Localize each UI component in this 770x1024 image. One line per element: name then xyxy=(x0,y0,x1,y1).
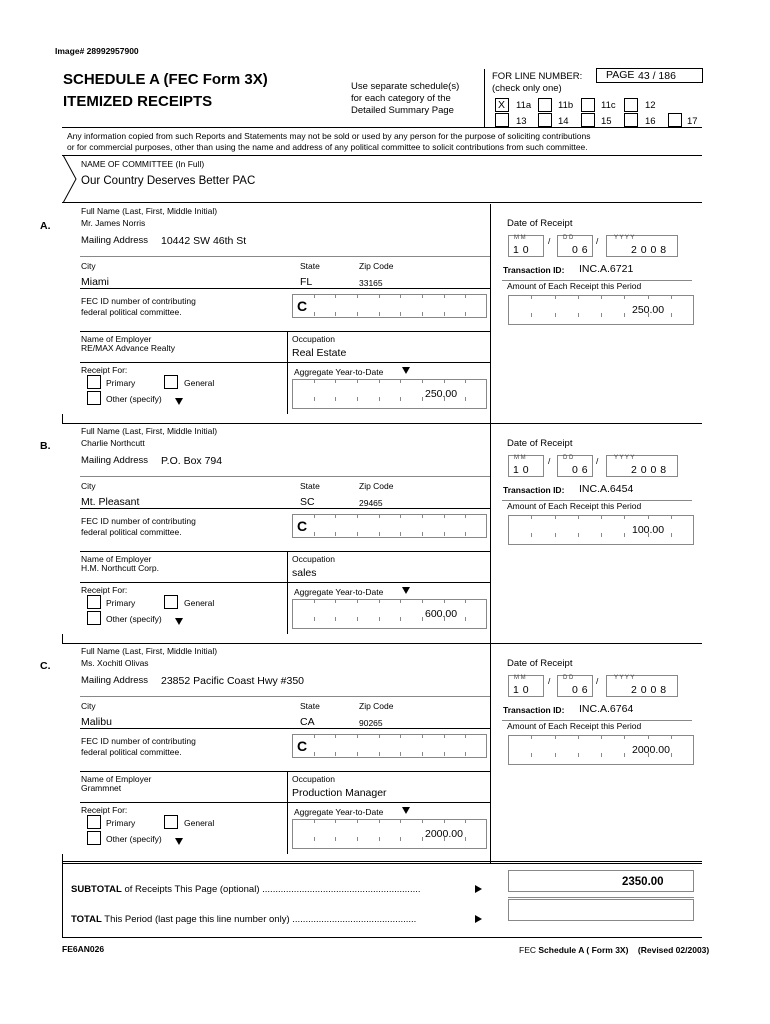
general-label: General xyxy=(184,598,215,608)
line-11c-checkbox[interactable] xyxy=(581,98,595,112)
mailing-address-label: Mailing Address xyxy=(81,455,149,466)
primary-checkbox[interactable] xyxy=(87,815,101,829)
aggregate-value: 250.00 xyxy=(425,388,458,400)
fec-id-label-1: FEC ID number of contributing xyxy=(81,296,196,306)
full-name-label: Full Name (Last, First, Middle Initial) xyxy=(81,646,218,656)
primary-label: Primary xyxy=(106,378,136,388)
other-label: Other (specify) xyxy=(106,614,162,624)
subtotal-arrow-icon xyxy=(475,885,482,893)
primary-label: Primary xyxy=(106,818,136,828)
line-12-checkbox[interactable] xyxy=(624,98,638,112)
mailing-address-label: Mailing Address xyxy=(81,675,149,686)
line-15-checkbox[interactable] xyxy=(581,113,595,127)
footer-code: FE6AN026 xyxy=(62,944,105,954)
aggregate-label: Aggregate Year-to-Date xyxy=(294,367,384,377)
fec-id-prefix: C xyxy=(297,298,308,314)
primary-checkbox[interactable] xyxy=(87,375,101,389)
state-value: SC xyxy=(300,496,315,508)
employer-value: H.M. Northcutt Corp. xyxy=(81,563,159,573)
aggregate-value: 600.00 xyxy=(425,608,458,620)
page-number: 43 / 186 xyxy=(638,70,676,82)
subtotal-field[interactable] xyxy=(508,870,694,892)
year-value: 2 0 0 8 xyxy=(631,464,667,476)
transaction-id-label: Transaction ID: xyxy=(503,705,565,715)
check-only-one-label: (check only one) xyxy=(492,83,562,94)
line-11a-label: 11a xyxy=(516,100,532,111)
mailing-address-value: 23852 Pacific Coast Hwy #350 xyxy=(161,675,304,687)
amount-field[interactable] xyxy=(508,515,694,545)
contributor-name: Mr. James Norris xyxy=(81,218,146,228)
fec-id-prefix: C xyxy=(297,518,308,534)
fec-id-label-2: federal political committee. xyxy=(81,527,182,537)
employer-label: Name of Employer xyxy=(81,334,152,344)
city-label: City xyxy=(81,701,96,711)
separate-schedule-note-1: Use separate schedule(s) xyxy=(351,81,460,92)
occupation-value: sales xyxy=(292,567,317,579)
occupation-label: Occupation xyxy=(292,554,335,564)
line-number-label: FOR LINE NUMBER: xyxy=(492,71,583,82)
committee-rule-top xyxy=(62,155,702,156)
date-of-receipt-label: Date of Receipt xyxy=(507,438,573,449)
page-label: PAGE xyxy=(606,69,635,81)
committee-rule-bottom xyxy=(62,202,702,203)
header-rule xyxy=(62,127,702,128)
line-17-checkbox[interactable] xyxy=(668,113,682,127)
receipt-for-label: Receipt For: xyxy=(81,585,128,595)
schedule-subtitle: ITEMIZED RECEIPTS xyxy=(63,93,213,110)
city-label: City xyxy=(81,261,96,271)
fec-id-label-2: federal political committee. xyxy=(81,307,182,317)
zip-label: Zip Code xyxy=(359,701,394,711)
transaction-id-value: INC.A.6764 xyxy=(579,703,634,715)
subtotal-value: 2350.00 xyxy=(622,876,664,888)
date-of-receipt-label: Date of Receipt xyxy=(507,218,573,229)
amount-value: 250.00 xyxy=(632,304,665,316)
zip-value: 90265 xyxy=(359,718,383,728)
line-11a-checkbox[interactable]: X xyxy=(495,98,509,112)
line-13-label: 13 xyxy=(516,116,527,127)
zip-value: 29465 xyxy=(359,498,383,508)
other-checkbox[interactable] xyxy=(87,391,101,405)
receipt-for-label: Receipt For: xyxy=(81,365,128,375)
general-checkbox[interactable] xyxy=(164,375,178,389)
line-14-label: 14 xyxy=(558,116,569,127)
fec-id-prefix: C xyxy=(297,738,308,754)
transaction-id-label: Transaction ID: xyxy=(503,265,565,275)
amount-label: Amount of Each Receipt this Period xyxy=(507,721,642,731)
receipt-for-label: Receipt For: xyxy=(81,805,128,815)
amount-field[interactable] xyxy=(508,295,694,325)
fec-id-field[interactable] xyxy=(292,734,487,758)
zip-label: Zip Code xyxy=(359,481,394,491)
zip-label: Zip Code xyxy=(359,261,394,271)
employer-label: Name of Employer xyxy=(81,554,152,564)
full-name-label: Full Name (Last, First, Middle Initial) xyxy=(81,426,218,436)
general-checkbox[interactable] xyxy=(164,815,178,829)
line-14-checkbox[interactable] xyxy=(538,113,552,127)
other-checkbox[interactable] xyxy=(87,611,101,625)
month-value: 1 0 xyxy=(513,464,530,476)
occupation-value: Real Estate xyxy=(292,347,347,359)
day-value: 0 6 xyxy=(572,684,589,696)
city-label: City xyxy=(81,481,96,491)
image-id: Image# 28992957900 xyxy=(55,46,139,56)
fec-id-label-1: FEC ID number of contributing xyxy=(81,736,196,746)
totals-rule-top xyxy=(62,861,702,862)
primary-label: Primary xyxy=(106,598,136,608)
mailing-address-value: P.O. Box 794 xyxy=(161,455,223,467)
contributor-name: Charlie Northcutt xyxy=(81,438,145,448)
transaction-id-label: Transaction ID: xyxy=(503,485,565,495)
aggregate-label: Aggregate Year-to-Date xyxy=(294,807,384,817)
aggregate-arrow-icon xyxy=(402,367,410,374)
subtotal-label: SUBTOTAL of Receipts This Page (optional) ............................................................ xyxy=(71,884,421,895)
aggregate-field[interactable] xyxy=(292,599,487,629)
employer-value: Grammnet xyxy=(81,783,122,793)
employer-value: RE/MAX Advance Realty xyxy=(81,343,176,353)
total-label: TOTAL This Period (last page this line number only) ............................................... xyxy=(71,914,417,925)
line-15-label: 15 xyxy=(601,116,612,127)
date-of-receipt-label: Date of Receipt xyxy=(507,658,573,669)
committee-label: NAME OF COMMITTEE (In Full) xyxy=(81,159,205,169)
other-checkbox[interactable] xyxy=(87,831,101,845)
day-value: 0 6 xyxy=(572,244,589,256)
totals-left-border xyxy=(62,861,63,938)
committee-chevron-icon xyxy=(62,155,78,203)
line-13-checkbox[interactable] xyxy=(495,113,509,127)
totals-rule-bottom xyxy=(62,937,702,938)
state-label: State xyxy=(300,261,320,271)
zip-value: 33165 xyxy=(359,278,383,288)
schedule-title: SCHEDULE A (FEC Form 3X) xyxy=(63,71,268,88)
amount-label: Amount of Each Receipt this Period xyxy=(507,281,642,291)
occupation-label: Occupation xyxy=(292,334,335,344)
other-label: Other (specify) xyxy=(106,394,162,404)
entry-letter: C. xyxy=(40,660,51,672)
separate-schedule-note-2: for each category of the xyxy=(351,93,451,104)
total-arrow-icon xyxy=(475,915,482,923)
footer-form: FEC Schedule A ( Form 3X) (Revised 02/2003) xyxy=(519,945,710,955)
other-dropdown-icon[interactable] xyxy=(175,838,183,845)
total-field[interactable] xyxy=(508,899,694,921)
transaction-id-value: INC.A.6721 xyxy=(579,263,634,275)
city-value: Malibu xyxy=(81,716,112,728)
aggregate-value: 2000.00 xyxy=(425,828,463,840)
month-value: 1 0 xyxy=(513,684,530,696)
fec-id-label-1: FEC ID number of contributing xyxy=(81,516,196,526)
occupation-value: Production Manager xyxy=(292,787,387,799)
amount-value: 100.00 xyxy=(632,524,665,536)
state-value: CA xyxy=(300,716,315,728)
line-number-divider xyxy=(484,69,485,127)
fec-id-field[interactable] xyxy=(292,294,487,318)
mailing-address-label: Mailing Address xyxy=(81,235,149,246)
primary-checkbox[interactable] xyxy=(87,595,101,609)
month-value: 1 0 xyxy=(513,244,530,256)
aggregate-label: Aggregate Year-to-Date xyxy=(294,587,384,597)
aggregate-arrow-icon xyxy=(402,807,410,814)
transaction-id-value: INC.A.6454 xyxy=(579,483,634,495)
entry-letter: B. xyxy=(40,440,51,452)
employer-label: Name of Employer xyxy=(81,774,152,784)
line-11b-checkbox[interactable] xyxy=(538,98,552,112)
notice-line-2: or for commercial purposes, other than using the name and address of any political committee to solicit contributions from such committee. xyxy=(67,142,588,152)
separate-schedule-note-3: Detailed Summary Page xyxy=(351,105,454,116)
line-17-label: 17 xyxy=(687,116,698,127)
aggregate-arrow-icon xyxy=(402,587,410,594)
amount-label: Amount of Each Receipt this Period xyxy=(507,501,642,511)
state-label: State xyxy=(300,701,320,711)
line-16-label: 16 xyxy=(645,116,656,127)
year-value: 2 0 0 8 xyxy=(631,684,667,696)
subtotal-underline xyxy=(508,897,694,898)
full-name-label: Full Name (Last, First, Middle Initial) xyxy=(81,206,218,216)
line-12-label: 12 xyxy=(645,100,656,111)
fec-id-field[interactable] xyxy=(292,514,487,538)
occupation-label: Occupation xyxy=(292,774,335,784)
other-dropdown-icon[interactable] xyxy=(175,618,183,625)
city-value: Mt. Pleasant xyxy=(81,496,140,508)
notice-line-1: Any information copied from such Reports and Statements may not be sold or used by any person for the purpose of soliciting contributions xyxy=(67,131,591,141)
general-checkbox[interactable] xyxy=(164,595,178,609)
contributor-name: Ms. Xochitl Olivas xyxy=(81,658,149,668)
committee-name: Our Country Deserves Better PAC xyxy=(81,175,256,187)
entry-letter: A. xyxy=(40,220,51,232)
amount-value: 2000.00 xyxy=(632,744,670,756)
state-label: State xyxy=(300,481,320,491)
other-label: Other (specify) xyxy=(106,834,162,844)
line-16-checkbox[interactable] xyxy=(624,113,638,127)
line-11b-label: 11b xyxy=(558,100,574,111)
line-11c-label: 11c xyxy=(601,100,616,111)
fec-id-label-2: federal political committee. xyxy=(81,747,182,757)
other-dropdown-icon[interactable] xyxy=(175,398,183,405)
year-value: 2 0 0 8 xyxy=(631,244,667,256)
day-value: 0 6 xyxy=(572,464,589,476)
general-label: General xyxy=(184,818,215,828)
aggregate-field[interactable] xyxy=(292,379,487,409)
state-value: FL xyxy=(300,276,313,288)
city-value: Miami xyxy=(81,276,109,288)
general-label: General xyxy=(184,378,215,388)
mailing-address-value: 10442 SW 46th St xyxy=(161,235,247,247)
